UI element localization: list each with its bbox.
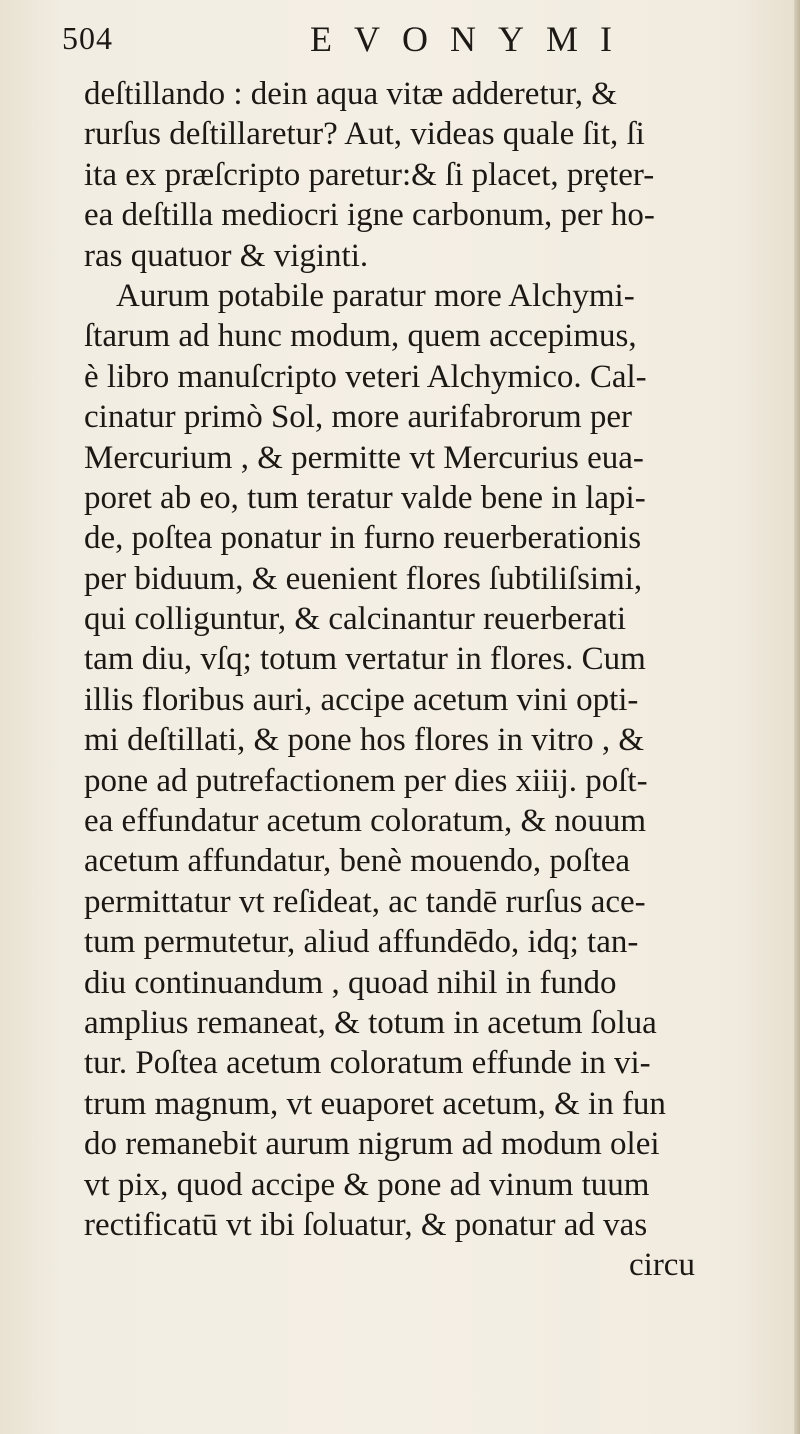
text-line: deſtillando : dein aqua vitæ adderetur, & <box>84 76 617 112</box>
catchword: circu <box>629 1247 695 1284</box>
text-line: rectificatū vt ibi ſoluatur, & ponatur ad vas <box>84 1206 648 1243</box>
text-line: acetum affundatur, benè mouendo, poſtea <box>84 843 631 880</box>
text-line: ita ex præſcripto paretur:& ſi placet, prȩter- <box>84 156 655 193</box>
text-line: poret ab eo, tum teratur valde bene in lapi- <box>84 479 646 516</box>
text-line: pone ad putrefactionem per dies xiiij. poſt- <box>84 762 648 799</box>
text-line: do remanebit aurum nigrum ad modum olei <box>84 1126 660 1163</box>
text-line: qui colliguntur, & calcinantur reuerberati <box>84 601 627 638</box>
text-line: rurſus deſtillaretur? Aut, videas quale ſit, ſi <box>84 116 645 153</box>
paragraph-start-line: Aurum potabile paratur more Alchymi- <box>116 277 635 314</box>
text-line: tum permutetur, aliud affundēdo, idq; tan- <box>84 924 639 961</box>
text-line: mi deſtillati, & pone hos flores in vitro , & <box>84 722 645 759</box>
text-line: cinatur primò Sol, more aurifabrorum per <box>84 399 632 436</box>
running-head <box>62 14 762 64</box>
text-line: tur. Poſtea acetum coloratum effunde in vi- <box>84 1045 651 1082</box>
text-line: ras quatuor & viginti. <box>84 237 369 274</box>
page-edge <box>794 0 800 1434</box>
text-line: Mercurium , & permitte vt Mercurius eua- <box>84 439 644 476</box>
text-line: per biduum, & euenient flores ſubtiliſsimi, <box>84 560 643 597</box>
body-text <box>84 74 774 1286</box>
text-line: ſtarum ad hunc modum, quem accepimus, <box>84 318 637 355</box>
text-line: trum magnum, vt euaporet acetum, & in fun <box>84 1085 666 1122</box>
text-line: amplius remaneat, & totum in acetum ſolua <box>84 1004 657 1041</box>
text-line: ea deſtilla mediocri igne carbonum, per ho- <box>84 197 655 234</box>
text-line: ea effundatur acetum coloratum, & nouum <box>84 803 647 840</box>
text-line: è libro manuſcripto veteri Alchymico. Cal- <box>84 358 647 395</box>
running-title: EVONYMI <box>310 19 634 59</box>
page-number: 504 <box>62 20 113 56</box>
text-line: vt pix, quod accipe & pone ad vinum tuum <box>84 1166 650 1203</box>
text-line: diu continuandum , quoad nihil in fundo <box>84 964 617 1001</box>
text-line: tam diu, vſq; totum vertatur in flores. Cum <box>84 641 646 678</box>
text-line: illis floribus auri, accipe acetum vini opti- <box>84 681 639 718</box>
text-line: permittatur vt reſideat, ac tandē rurſus ace- <box>84 883 646 920</box>
text-line: de, poſtea ponatur in furno reuerberationis <box>84 520 642 557</box>
